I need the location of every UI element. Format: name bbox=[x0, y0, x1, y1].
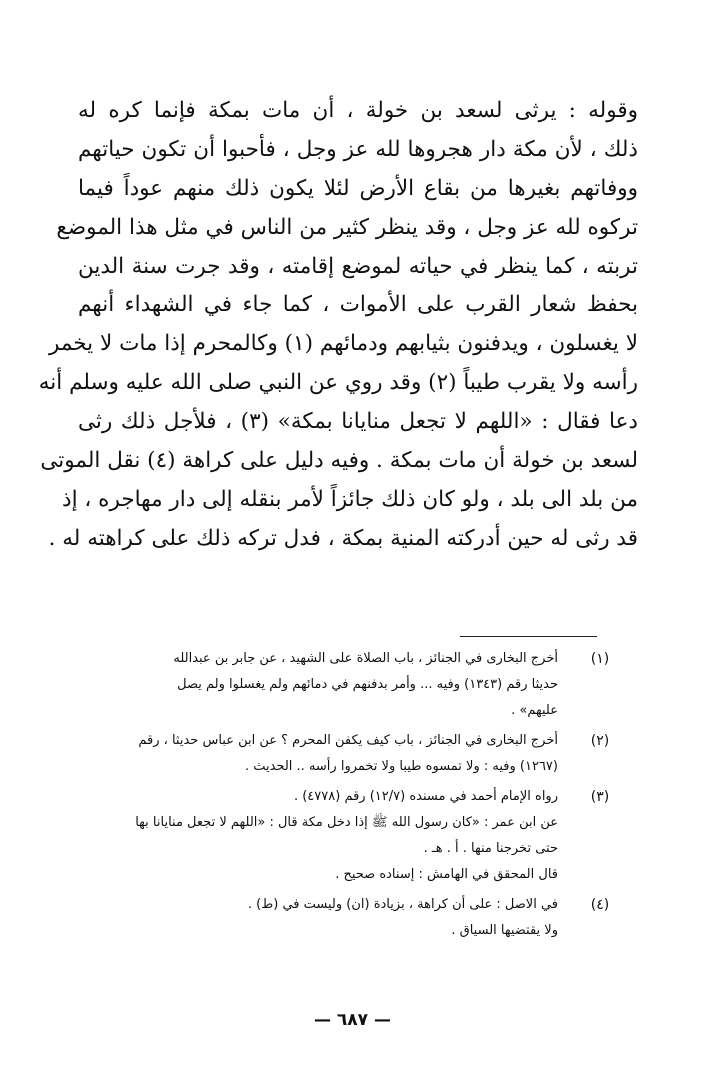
main-text-line: رأسه ولا يقرب طيباً (٢) وقد روي عن النبي صلى الله عليه وسلم أنه bbox=[38, 370, 638, 396]
main-text-line: ووفاتهم بغيرها من بقاع الأرض لئلا يكون ذلك منهم عوداً فيما bbox=[78, 175, 638, 201]
footnote-line: في الاصل : على أن كراهة ، بزيادة (ان) وليست في (ط) . bbox=[247, 897, 558, 912]
footnote-line: عليهم» . bbox=[511, 703, 558, 718]
main-text-line: قد رثى له حين أدركته المنية بمكة ، فدل تركه ذلك على كراهته له . bbox=[48, 525, 638, 551]
footnote-number: (٢) bbox=[590, 733, 610, 749]
main-text-line: لا يغسلون ، ويدفنون بثيابهم ودمائهم (١) وكالمحرم إذا مات لا يخمر bbox=[49, 331, 638, 357]
footnote-line: أخرج البخارى في الجنائز ، باب كيف يكفن المحرم ؟ عن ابن عباس حديثا ، رقم bbox=[138, 733, 558, 748]
footnote-number: (٣) bbox=[590, 789, 610, 805]
main-text-line: لسعد بن خولة أن مات بمكة . وفيه دليل على كراهة (٤) نقل الموتى bbox=[40, 448, 638, 474]
footnote-1 bbox=[90, 646, 620, 724]
footnote-line: قال المحقق في الهامش : إسناده صحيح . bbox=[335, 867, 558, 882]
footnote-line: عن ابن عمر : «كان رسول الله ﷺ إذا دخل مكة قال : «اللهم لا تجعل منايانا بها bbox=[135, 815, 558, 830]
main-text-line: تربته ، كما ينظر في حياته لموضع إقامته ، وقد جرت سنة الدين bbox=[78, 253, 638, 279]
footnote-number: (١) bbox=[590, 651, 610, 667]
main-text-line: تركوه لله عز وجل ، وقد ينظر كثير من الناس في مثل هذا الموضع bbox=[56, 214, 638, 240]
main-text-line: وقوله : يرثى لسعد بن خولة ، أن مات بمكة فإنما كره له bbox=[78, 98, 638, 123]
main-text-line: ذلك ، لأن مكة دار هجروها لله عز وجل ، فأحبوا أن تكون حياتهم bbox=[78, 136, 638, 162]
page-number: — ٦٨٧ — bbox=[314, 1010, 391, 1030]
footnote-line: (١٢٦٧) وفيه : ولا تمسوه طيبا ولا تخمروا رأسه .. الحديث . bbox=[244, 759, 558, 774]
footnote-line: أخرج البخارى في الجنائز ، باب الصلاة على الشهيد ، عن جابر بن عبدالله bbox=[173, 651, 558, 666]
main-text-line: من بلد الى بلد ، ولو كان ذلك جائزاً لأمر بنقله إلى دار مهاجره ، إذ bbox=[62, 486, 638, 512]
main-text-line: بحفظ شعار القرب على الأموات ، كما جاء في الشهداء أنهم bbox=[78, 292, 638, 318]
footnote-number: (٤) bbox=[590, 897, 610, 913]
footnote-line: رواه الإمام أحمد في مسنده (١٢/٧) رقم (٤٧٧٨) . bbox=[293, 789, 558, 804]
footnotes-block bbox=[90, 646, 620, 948]
footnote-divider bbox=[460, 636, 597, 637]
footnote-line: حتى تخرجنا منها . أ . هـ . bbox=[423, 841, 558, 856]
main-text-line: دعا فقال : «اللهم لا تجعل منايانا بمكة» (٣) ، فلأجل ذلك رثى bbox=[78, 409, 638, 435]
footnote-4 bbox=[90, 892, 620, 944]
footnote-3 bbox=[90, 784, 620, 888]
footnote-line: ولا يقتضيها السياق . bbox=[451, 923, 558, 938]
footnote-line: حديثا رقم (١٣٤٣) وفيه ... وأمر بدفنهم في دمائهم ولم يغسلوا ولم يصل bbox=[177, 677, 558, 692]
main-text-block bbox=[38, 92, 638, 559]
footnote-2 bbox=[90, 728, 620, 780]
